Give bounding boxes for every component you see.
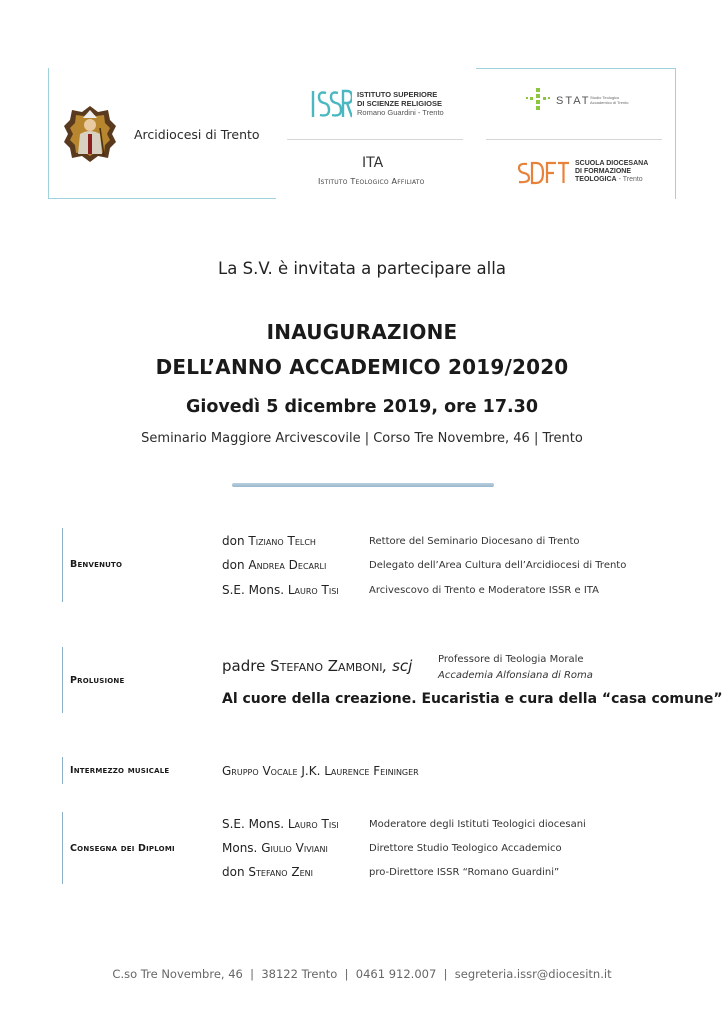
archdiocese-label: Arcidiocesi di Trento (134, 127, 260, 142)
issr-line-2: DI SCIENZE RELIGIOSE (357, 99, 443, 108)
stat-logo-icon (526, 88, 550, 110)
header-frame-top (476, 68, 676, 69)
person-prefix: don (222, 865, 249, 879)
benvenuto-role-3: Arcivescovo di Trento e Moderatore ISSR e ITA (369, 585, 599, 596)
speaker-name: Stefano Zamboni (270, 657, 383, 675)
stat-subtitle (590, 95, 628, 105)
person-name: Giulio Viviani (261, 841, 328, 855)
sdft-line-3-sub: - Trento (616, 176, 643, 183)
speaker-suffix: , scj (382, 657, 413, 675)
intermezzo-performer: Gruppo Vocale J.K. Laurence Feininger (222, 764, 419, 778)
speaker-prefix: padre (222, 657, 271, 675)
person-name: Lauro Tisi (287, 583, 339, 597)
person-prefix: S.E. Mons. (222, 817, 288, 831)
event-title-line-2: DELL’ANNO ACCADEMICO 2019/2020 (155, 355, 569, 379)
diplomi-person-3 (222, 865, 313, 879)
benvenuto-role-1: Rettore del Seminario Diocesano di Trento (369, 536, 580, 547)
person-prefix: S.E. Mons. (222, 583, 288, 597)
prolusione-bar (62, 647, 63, 713)
header-frame-bottom (48, 198, 276, 199)
header-frame-right (675, 68, 676, 199)
diplomi-bar (62, 812, 63, 884)
header-divider-sdft (486, 139, 662, 140)
sdft-line-3: TEOLOGICA (575, 176, 617, 183)
footer-address: C.so Tre Novembre, 46 | 38122 Trento | 0461 912.007 | segreteria.issr@diocesitn.it (112, 967, 612, 981)
diplomi-role-3: pro-Direttore ISSR “Romano Guardini” (369, 867, 560, 878)
person-name: Lauro Tisi (287, 817, 339, 831)
ita-label: ITA (362, 155, 384, 171)
issr-line-3: Romano Guardini - Trento (357, 108, 444, 117)
benvenuto-person-3 (222, 583, 339, 597)
benvenuto-person-2 (222, 558, 326, 572)
invitation-intro: La S.V. è invitata a partecipare alla (218, 259, 506, 278)
header-divider-ita (287, 139, 463, 140)
issr-line-1: ISTITUTO SUPERIORE (357, 90, 438, 99)
prolusione-role (438, 652, 593, 684)
stat-sub-line-2: Accademico di Trento (590, 100, 629, 105)
sdft-name (575, 160, 648, 184)
prolusione-role-line-2: Accademia Alfonsiana di Roma (438, 670, 593, 681)
prolusione-role-line-1: Professore di Teologia Morale (438, 654, 584, 665)
event-title-line-1: INAUGURAZIONE (266, 320, 458, 344)
diplomi-person-1 (222, 817, 339, 831)
ita-subtitle: Istituto Teologico Affiliato (318, 177, 425, 186)
person-prefix: don (222, 534, 249, 548)
diplomi-role-1: Moderatore degli Istituti Teologici diocesani (369, 819, 586, 830)
benvenuto-role-2: Delegato dell’Area Cultura dell’Arcidiocesi di Trento (369, 560, 627, 571)
benvenuto-person-1 (222, 534, 316, 548)
benvenuto-label: Benvenuto (70, 559, 123, 570)
issr-name (357, 90, 444, 117)
issr-logo-icon (310, 88, 352, 120)
person-name: Andrea Decarli (248, 558, 327, 572)
benvenuto-bar (62, 528, 63, 602)
prolusione-label: Prolusione (70, 675, 125, 686)
stat-sub-line-1: Studio Teologico (590, 95, 620, 100)
diplomi-label: Consegna dei Diplomi (70, 843, 175, 854)
prolusione-title: Al cuore della creazione. Eucaristia e cura della “casa comune” (222, 691, 723, 707)
sdft-line-1: SCUOLA DIOCESANA (575, 160, 649, 167)
diplomi-role-2: Direttore Studio Teologico Accademico (369, 843, 562, 854)
person-name: Stefano Zeni (248, 865, 314, 879)
diplomi-person-2 (222, 841, 328, 855)
section-divider (232, 483, 494, 487)
sdft-logo-icon (517, 161, 571, 185)
header-frame-left (48, 68, 49, 199)
person-prefix: Mons. (222, 841, 262, 855)
person-prefix: don (222, 558, 249, 572)
sdft-line-2: DI FORMAZIONE (575, 168, 631, 175)
intermezzo-bar (62, 757, 63, 784)
event-date: Giovedì 5 dicembre 2019, ore 17.30 (185, 397, 539, 417)
prolusione-speaker (222, 657, 412, 675)
event-venue: Seminario Maggiore Arcivescovile | Corso Tre Novembre, 46 | Trento (141, 431, 583, 446)
intermezzo-label: Intermezzo musicale (70, 765, 170, 776)
archdiocese-emblem-icon (62, 104, 118, 164)
person-name: Tiziano Telch (248, 534, 316, 548)
stat-label: STAT (556, 95, 591, 107)
